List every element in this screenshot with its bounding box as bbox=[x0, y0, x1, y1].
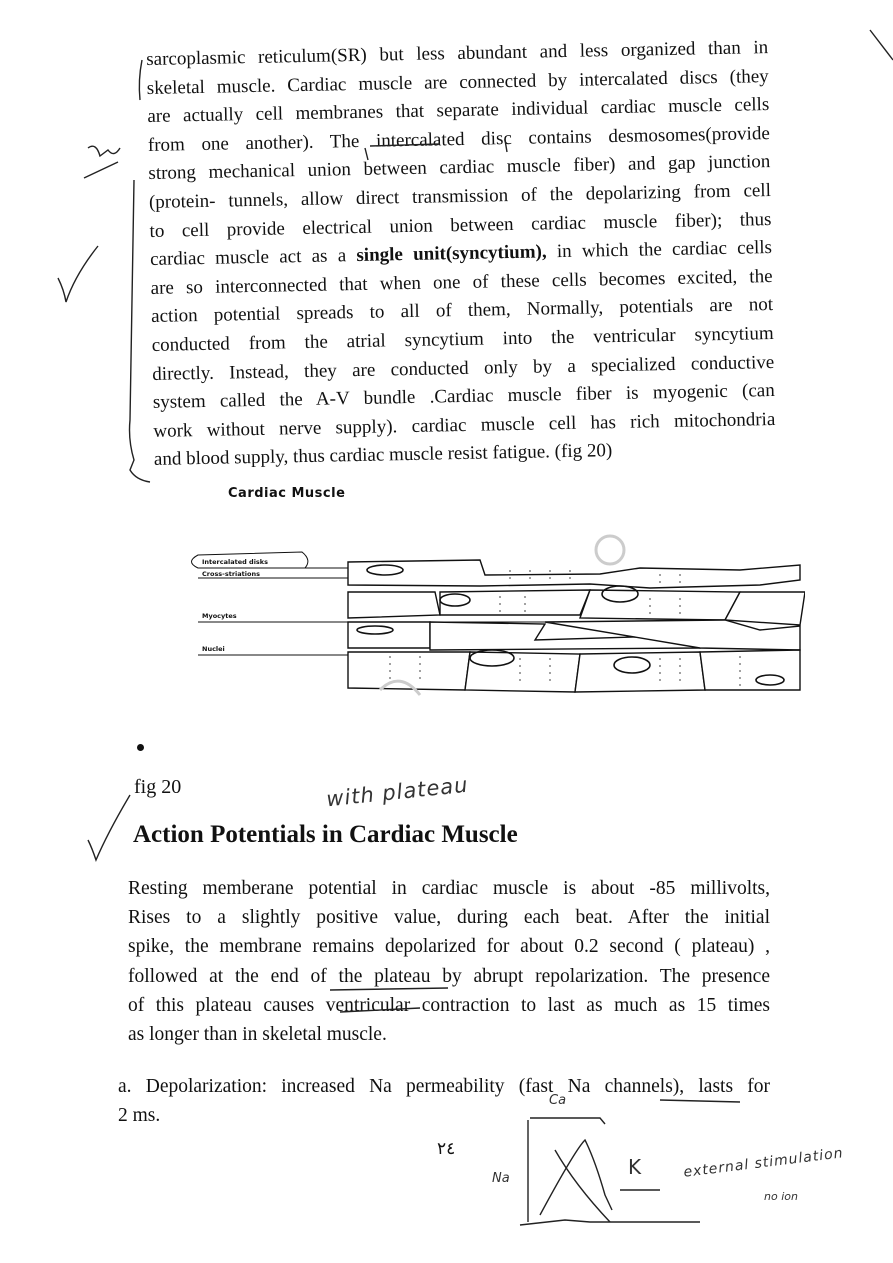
label-myocytes: Myocytes bbox=[202, 612, 237, 620]
text-line: conducted from the atrial syncytium into the ventricular syncytium bbox=[151, 322, 774, 356]
section-heading: Action Potentials in Cardiac Muscle bbox=[133, 821, 518, 848]
text-line: a. Depolarization: increased Na permeability (fast Na channels), lasts for bbox=[118, 1076, 770, 1097]
page-number: ٢٤ bbox=[437, 1139, 456, 1158]
bullet-dot bbox=[137, 744, 144, 751]
paragraph-intro bbox=[146, 34, 776, 475]
paragraph-depolarization bbox=[118, 1072, 770, 1130]
text-line: Resting memberane potential in cardiac muscle is about -85 millivolts, bbox=[128, 878, 770, 899]
handwritten-note-small: no ion bbox=[764, 1190, 798, 1203]
text-line: Rises to a slightly positive value, during each beat. After the initial bbox=[128, 907, 770, 929]
text-line: spike, the membrane remains depolarized for about 0.2 second ( plateau) , bbox=[128, 936, 770, 958]
label-nuclei: Nuclei bbox=[202, 645, 225, 653]
text-fragment: cardiac muscle act as a bbox=[149, 245, 357, 271]
text-line: strong mechanical union between cardiac muscle fiber) and gap junction bbox=[148, 151, 771, 185]
figure-title: Cardiac Muscle bbox=[228, 486, 346, 501]
paragraph-action-potential bbox=[128, 874, 770, 1049]
text-line: are so interconnected that when one of these cells becomes excited, the bbox=[150, 265, 773, 299]
text-line: action potential spreads to all of them, Normally, potentials are not bbox=[150, 294, 774, 328]
text-line: 2 ms. bbox=[118, 1105, 161, 1126]
text-line: followed at the end of the plateau by abrupt repolarization. The presence bbox=[128, 965, 770, 987]
text-line: (protein- tunnels, allow direct transmission of the depolarizing from cell bbox=[148, 180, 772, 213]
text-line: are actually cell membranes that separate individual cardiac muscle cells bbox=[147, 94, 770, 128]
text-line: directly. Instead, they are conducted only by a specialized conductive bbox=[152, 351, 775, 385]
text-fragment: in which the cardiac cells bbox=[546, 237, 773, 263]
text-line: and blood supply, thus cardiac muscle resist fatigue. (fig 20) bbox=[153, 440, 613, 471]
bold-term-syncytium: single unit(syncytium), bbox=[356, 241, 547, 267]
handwritten-note-k: K bbox=[628, 1155, 642, 1179]
text-line: to cell provide electrical union between cardiac muscle fiber); thus bbox=[149, 208, 772, 242]
handwritten-note-ca: Ca bbox=[549, 1093, 567, 1108]
handwritten-note-na: Na bbox=[492, 1171, 510, 1186]
myocyte-cells bbox=[348, 560, 805, 692]
handwritten-note-plateau: with plateau bbox=[325, 772, 470, 812]
cardiac-muscle-diagram bbox=[180, 530, 805, 702]
label-intercalated-disks: Intercalated disks bbox=[202, 558, 268, 566]
figure-caption: fig 20 bbox=[134, 776, 182, 798]
handwritten-note-external: external stimulation bbox=[682, 1145, 845, 1181]
text-line: from one another). The intercalated disc contains desmosomes(provide bbox=[147, 122, 770, 156]
text-line: sarcoplasmic reticulum(SR) but less abundant and less organized than in bbox=[146, 37, 769, 70]
label-cross-striations: Cross-striations bbox=[202, 570, 260, 578]
text-line: work without nerve supply). cardiac muscle cell has rich mitochondria bbox=[153, 408, 776, 442]
text-line: skeletal muscle. Cardiac muscle are connected by intercalated discs (they bbox=[146, 65, 769, 99]
text-line: system called the A-V bundle .Cardiac muscle fiber is myogenic (can bbox=[152, 380, 775, 414]
text-line: as longer than in skeletal muscle. bbox=[128, 1024, 387, 1046]
text-line: of this plateau causes ventricular contraction to last as much as 15 times bbox=[128, 994, 770, 1016]
